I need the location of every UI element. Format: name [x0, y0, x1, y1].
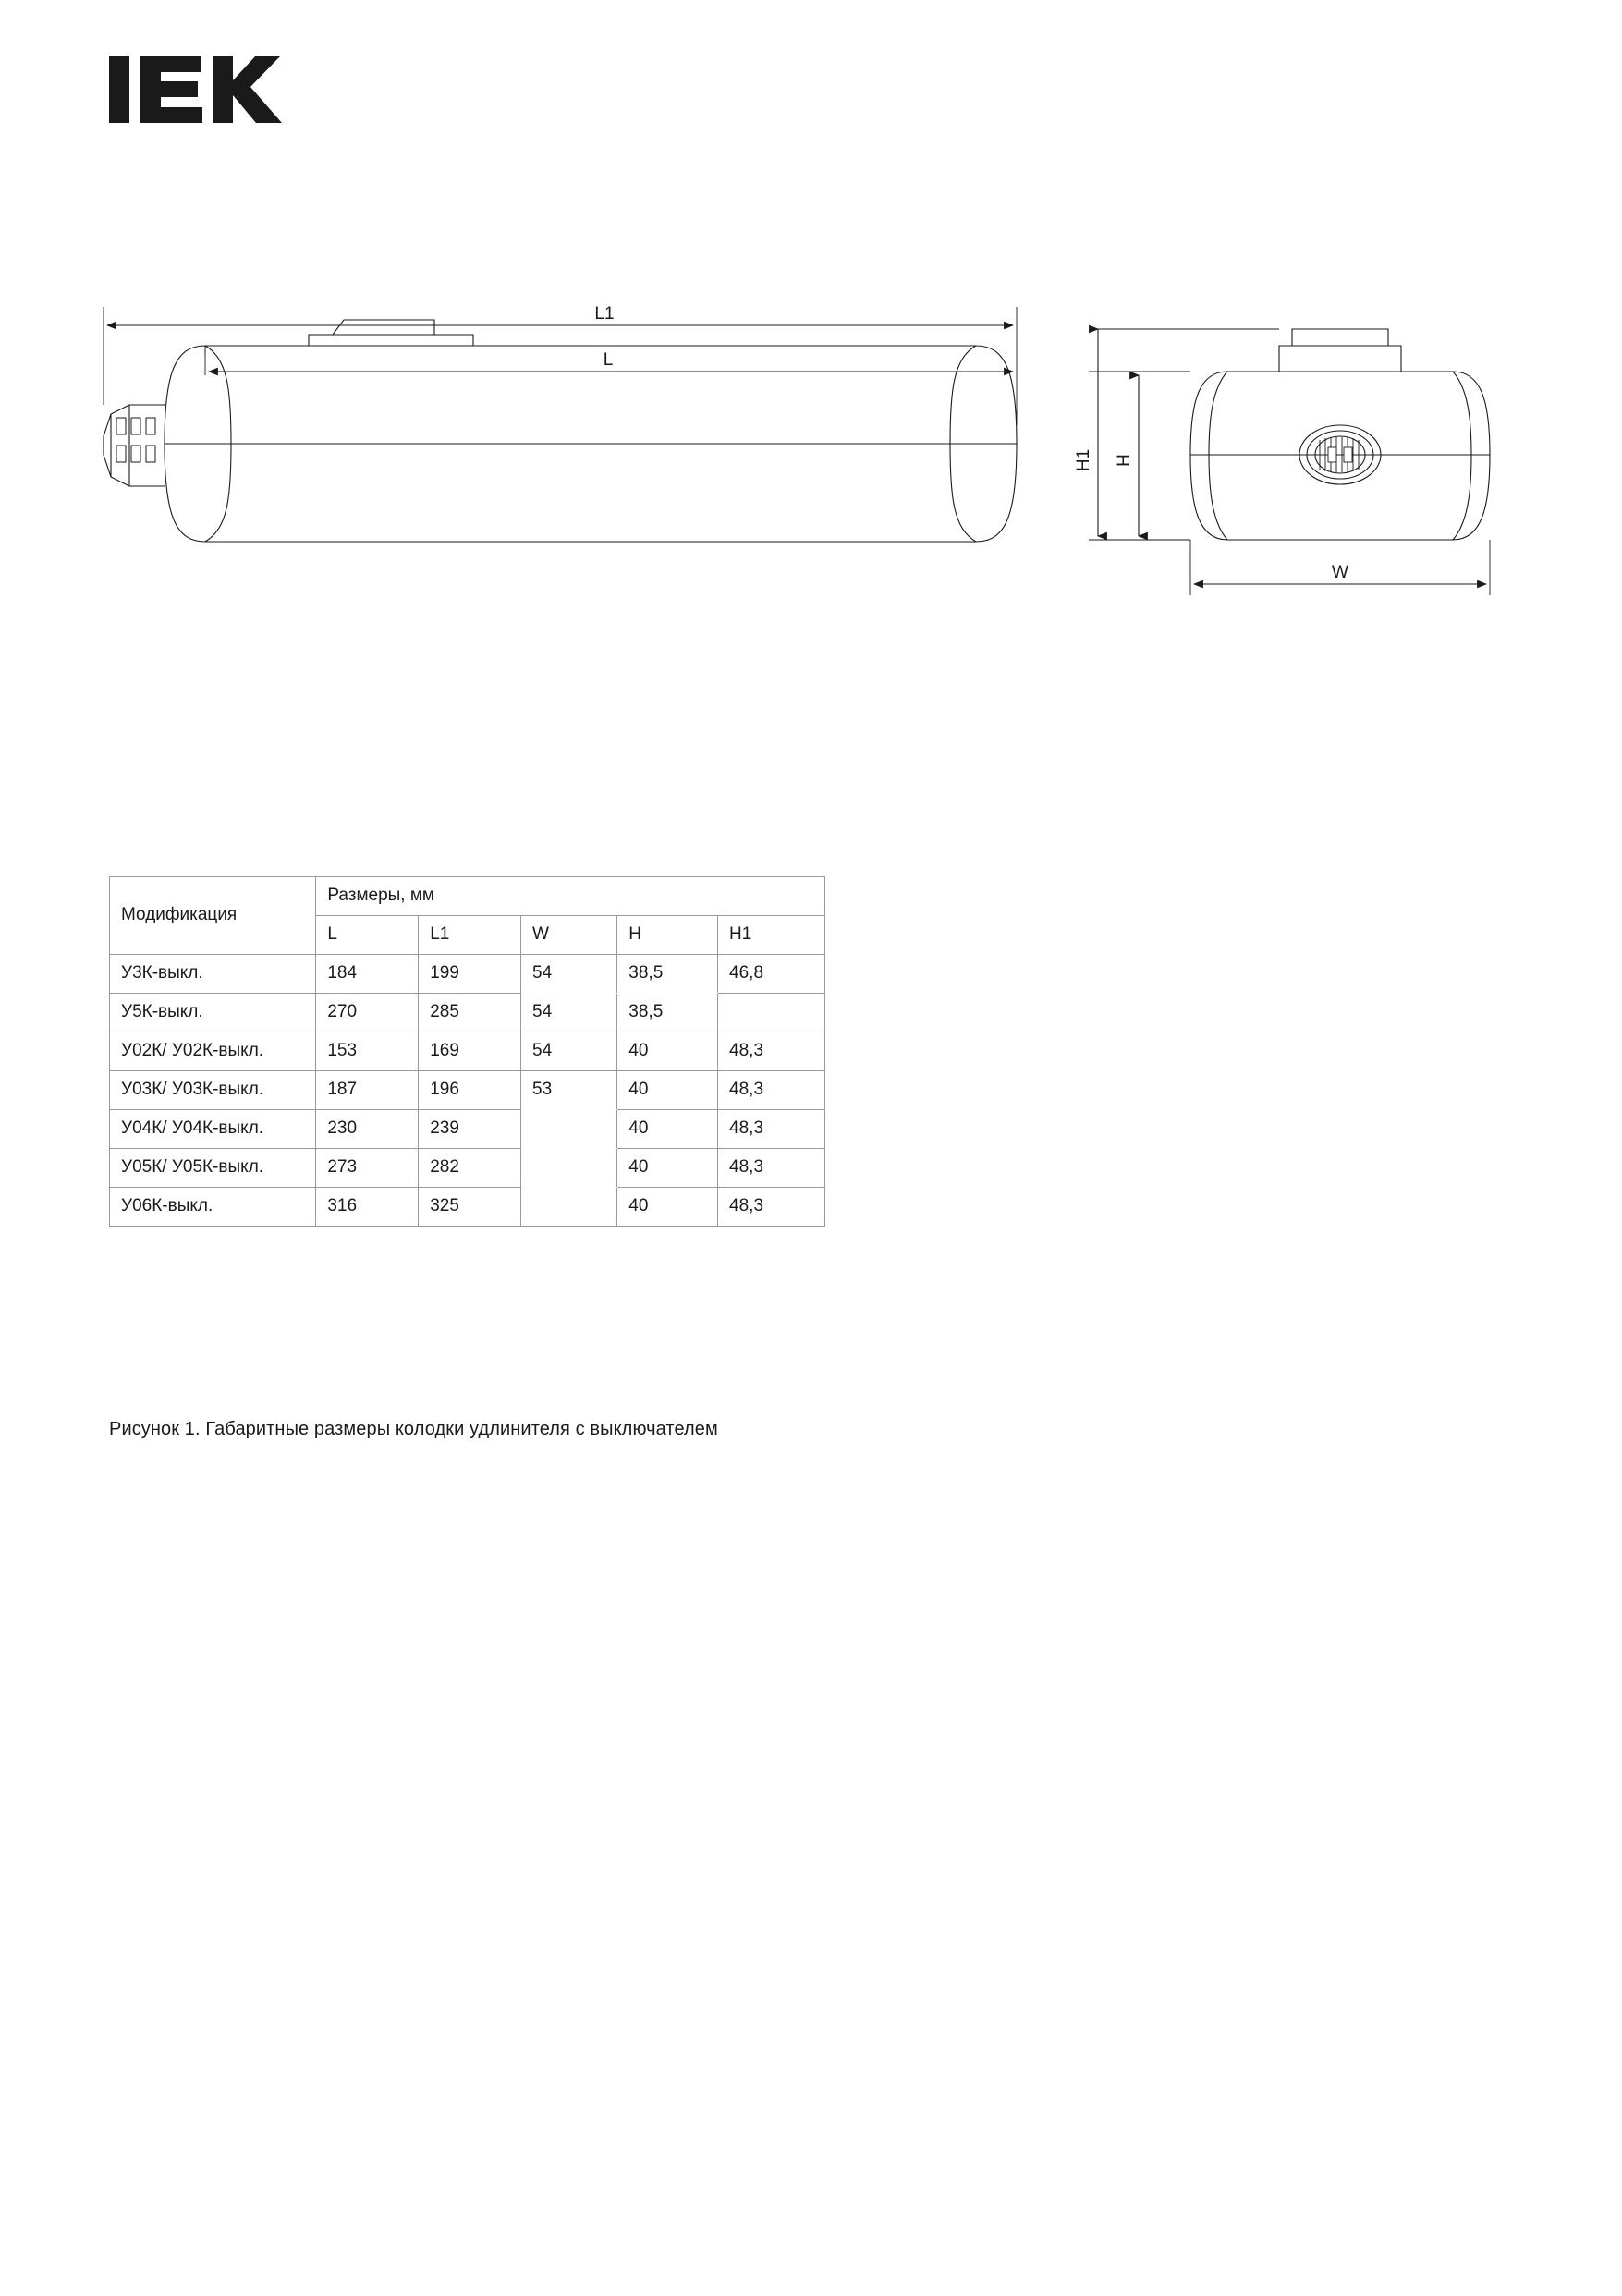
cell-H1: 48,3 — [718, 1188, 825, 1227]
cell-L: 187 — [316, 1071, 419, 1110]
cell-L: 230 — [316, 1110, 419, 1149]
table-row — [110, 1188, 825, 1227]
cell-L: 316 — [316, 1188, 419, 1227]
dimensions-table — [109, 876, 825, 1227]
cell-model: У02К/ У02К-выкл. — [110, 1032, 316, 1071]
header-col-L1: L1 — [419, 916, 521, 955]
cell-L1: 196 — [419, 1071, 521, 1110]
header-dimensions: Размеры, мм — [316, 877, 825, 916]
cell-W: 54 — [521, 1032, 617, 1071]
cell-W — [521, 1188, 617, 1227]
table-row — [110, 1032, 825, 1071]
cell-W: 53 — [521, 1071, 617, 1110]
label-H1: H1 — [1074, 448, 1093, 472]
header-col-W: W — [521, 916, 617, 955]
cell-W — [521, 1110, 617, 1149]
cell-H: 40 — [617, 1032, 718, 1071]
cell-L: 153 — [316, 1032, 419, 1071]
label-L1: L1 — [594, 304, 615, 324]
cell-model: У06К-выкл. — [110, 1188, 316, 1227]
cell-L: 270 — [316, 994, 419, 1032]
header-modification: Модификация — [110, 877, 316, 955]
header-col-L: L — [316, 916, 419, 955]
cell-model: У5К-выкл. — [110, 994, 316, 1032]
iek-logo — [109, 51, 294, 143]
cell-H1: 48,3 — [718, 1110, 825, 1149]
cell-H1: 48,3 — [718, 1149, 825, 1188]
header-col-H1: H1 — [718, 916, 825, 955]
label-H: H — [1115, 454, 1134, 467]
header-col-H: H — [617, 916, 718, 955]
cell-H: 40 — [617, 1071, 718, 1110]
label-W: W — [1332, 563, 1348, 582]
cell-W: 54 — [521, 994, 617, 1032]
cell-model: У03К/ У03К-выкл. — [110, 1071, 316, 1110]
cell-H1: 48,3 — [718, 1071, 825, 1110]
table-row — [110, 1071, 825, 1110]
dimension-drawing — [0, 304, 1622, 832]
cell-H: 38,5 — [617, 955, 718, 994]
cell-H: 40 — [617, 1110, 718, 1149]
cell-model: У04К/ У04К-выкл. — [110, 1110, 316, 1149]
cell-W: 54 — [521, 955, 617, 994]
cell-L1: 239 — [419, 1110, 521, 1149]
cell-H1 — [718, 994, 825, 1032]
cell-L: 184 — [316, 955, 419, 994]
cell-model: У05К/ У05К-выкл. — [110, 1149, 316, 1188]
cell-L1: 199 — [419, 955, 521, 994]
cell-H: 40 — [617, 1149, 718, 1188]
cell-L1: 169 — [419, 1032, 521, 1071]
table-header-row-1 — [110, 877, 825, 916]
cell-H: 40 — [617, 1188, 718, 1227]
cell-H1: 48,3 — [718, 1032, 825, 1071]
table-row — [110, 1110, 825, 1149]
table-row — [110, 955, 825, 994]
table-row — [110, 1149, 825, 1188]
cell-H1: 46,8 — [718, 955, 825, 994]
cell-H: 38,5 — [617, 994, 718, 1032]
figure-caption: Рисунок 1. Габаритные размеры колодки удлинителя с выключателем — [109, 1419, 718, 1439]
cell-L: 273 — [316, 1149, 419, 1188]
cell-W — [521, 1149, 617, 1188]
cell-L1: 325 — [419, 1188, 521, 1227]
table-row — [110, 994, 825, 1032]
cell-L1: 282 — [419, 1149, 521, 1188]
cell-model: У3К-выкл. — [110, 955, 316, 994]
cell-L1: 285 — [419, 994, 521, 1032]
label-L: L — [603, 350, 614, 370]
